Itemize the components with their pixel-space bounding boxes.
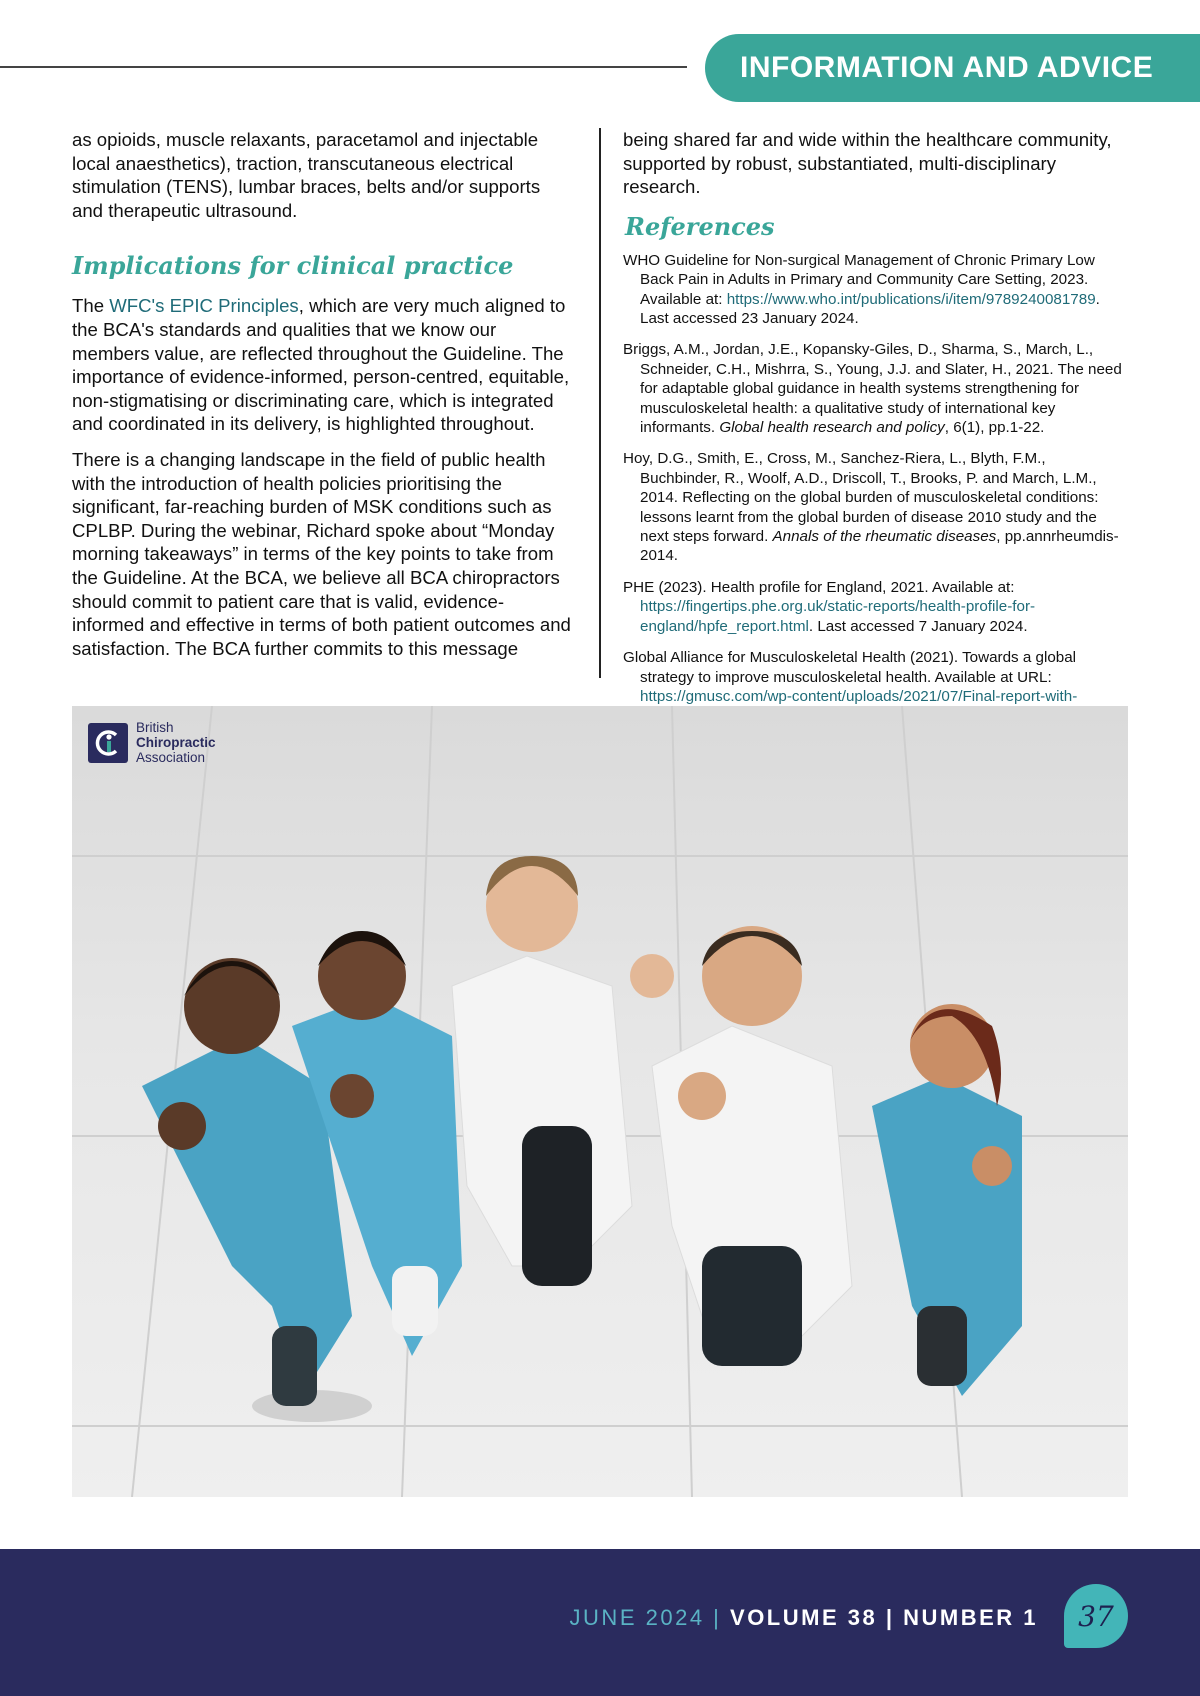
- ref-text: WHO Guideline for Non-surgical Management of Chronic Primary Low Back Pain in Adults in Primary and Community Care Setting, 2023. Available at:: [623, 251, 1095, 308]
- reference-item: [623, 449, 1128, 565]
- ref-text: Briggs, A.M., Jordan, J.E., Kopansky-Giles, D., Sharma, S., March, L., Schneider, C.H., Mishrra, S., Young, J.J. and Slater, H., 2021. The need for adaptable global guidance in health systems strengthening for musculoskeletal health: a qualitative study of international key informants.: [623, 341, 1122, 437]
- issue-month: JUNE 2024: [569, 1605, 705, 1630]
- continuation-paragraph: being shared far and wide within the healthcare community, supported by robust, substantiated, multi-disciplinary research.: [623, 129, 1112, 198]
- page-number: 37: [1078, 1599, 1114, 1633]
- issue-volume: VOLUME 38 | NUMBER 1: [730, 1605, 1038, 1630]
- ref-text: , 6(1), pp.1-22.: [944, 419, 1045, 437]
- bca-logo: [88, 720, 216, 765]
- section-heading: Implications for clinical practice: [72, 251, 514, 281]
- ref-text: . Last accessed 7 January 2024.: [808, 617, 1028, 635]
- reference-item: [623, 251, 1128, 329]
- ref-text: , pp.annrheumdis-2014.: [640, 528, 1119, 565]
- epic-principles-link[interactable]: WFC's EPIC Principles: [109, 295, 299, 317]
- references-list: [623, 251, 1128, 726]
- bca-wordmark: [136, 720, 216, 765]
- intro-paragraph: as opioids, muscle relaxants, paracetamol and injectable local anaesthetics), traction, transcutaneous electrical stimulation (TENS), lumbar braces, belts and/or supports and therapeutic ultrasound.: [72, 129, 541, 221]
- section-title: INFORMATION AND ADVICE: [740, 51, 1154, 84]
- ref-text: Global Alliance for Musculoskeletal Health (2021). Towards a global strategy to improve musculoskeletal health. Available at URL:: [623, 649, 1077, 686]
- ref-journal: Annals of the rheumatic diseases: [772, 528, 997, 546]
- references-heading: References: [625, 211, 775, 241]
- ref-text: Hoy, D.G., Smith, E., Cross, M., Sanchez-Riera, L., Blyth, F.M., Buchbinder, R., Woolf, A.D., Driscoll, T., Brooks, P. and March, L.M., 2014. Reflecting on the global burden of musculoskeletal conditions: lessons learnt from the global burden of disease 2010 study and the next steps forward.: [623, 450, 1099, 546]
- left-column: [72, 128, 572, 672]
- person-3: [452, 856, 674, 1286]
- page-number-badge: [1064, 1584, 1128, 1648]
- text: The: [72, 295, 110, 317]
- ref-link[interactable]: https://gmusc.com/wp-content/uploads/2021/07/Final-report-with-: [640, 687, 1078, 705]
- section-tab: [705, 34, 1200, 102]
- person-4: [652, 926, 852, 1366]
- person-5: [872, 1004, 1022, 1396]
- ref-link[interactable]: https://fingertips.phe.org.uk/static-reports/health-profile-for-england/hpfe_report.html: [640, 598, 1036, 635]
- text: , which are very much aligned to the BCA's standards and qualities that we know our members value, are reflected throughout the Guideline. The importance of evidence-informed, person-centred, equitable, non-stigmatising or discriminating care, which is integrated and coordinated in its delivery, is highlighted throughout.: [72, 295, 570, 435]
- ref-link[interactable]: https://www.who.int/publications/i/item/9789240081789: [726, 290, 1096, 308]
- bca-logo-icon: [88, 723, 128, 763]
- reference-item: [623, 578, 1128, 636]
- team-photo-illustration: [72, 706, 1128, 1497]
- ref-journal: Global health research and policy: [719, 419, 945, 437]
- header-rule: [0, 66, 687, 68]
- logo-line: British: [136, 720, 174, 735]
- issue-info: [570, 1605, 1038, 1631]
- paragraph-landscape: There is a changing landscape in the field of public health with the introduction of health policies prioritising the significant, far-reaching burden of MSK conditions such as CPLBP. During the webinar, Richard spoke about “Monday morning takeaways” in terms of the key points to take from the Guideline. At the BCA, we believe all BCA chiropractors should commit to patient care that is valid, evidence-informed and effective in terms of both patient outcomes and satisfaction. The BCA further commits to this message: [72, 448, 571, 659]
- issue-separator: |: [704, 1605, 731, 1630]
- ref-text: PHE (2023). Health profile for England, 2021. Available at:: [623, 578, 1015, 596]
- ref-text: . Last accessed 23 January 2024.: [640, 290, 1100, 327]
- right-column: [623, 128, 1128, 738]
- footer: [0, 1549, 1200, 1696]
- team-photo: [72, 706, 1128, 1497]
- logo-line: Chiropractic: [136, 735, 216, 750]
- logo-line: Association: [136, 750, 206, 765]
- paragraph-epic: [72, 294, 572, 436]
- reference-item: [623, 340, 1128, 437]
- column-divider: [599, 128, 601, 678]
